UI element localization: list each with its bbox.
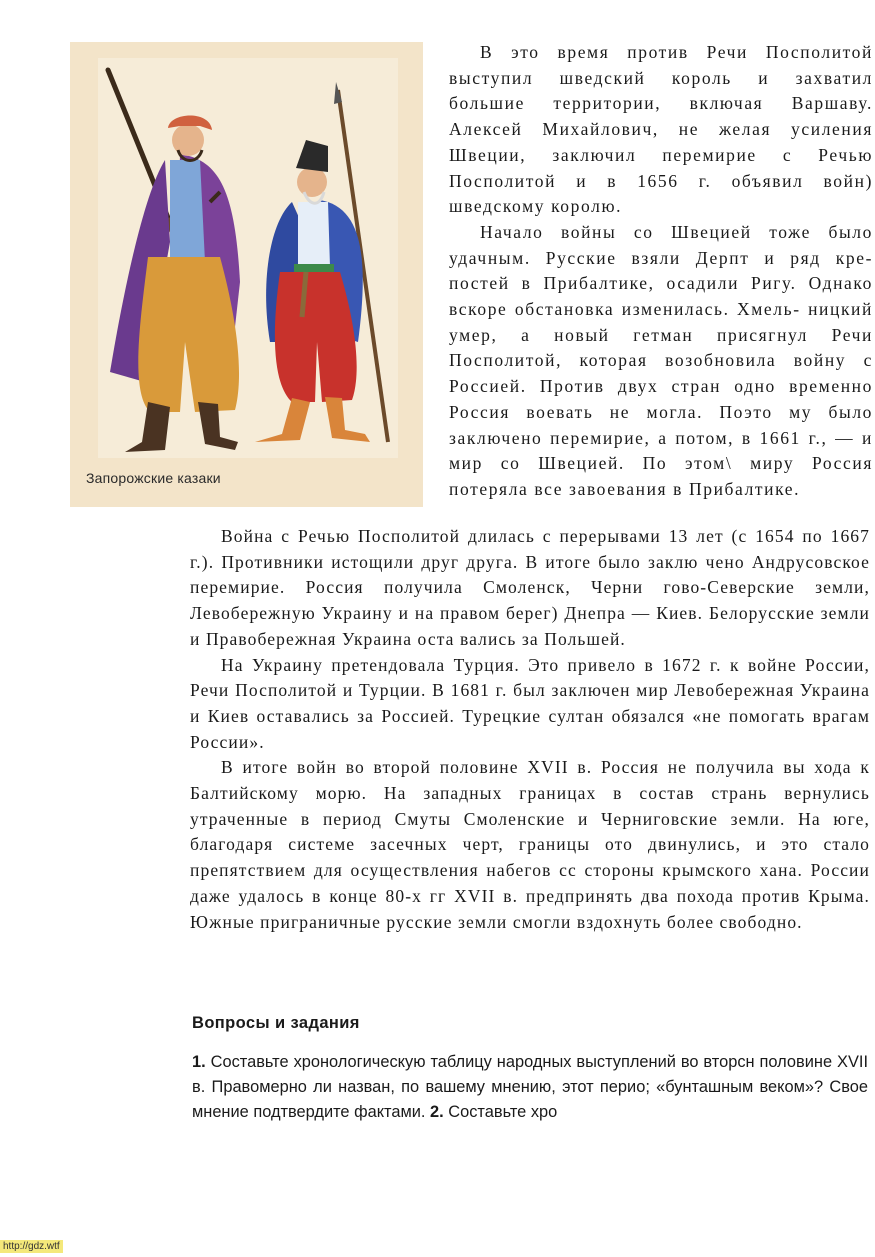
questions-text [192, 1050, 868, 1125]
paragraph: Война с Речью Посполитой длилась с перерывами 13 лет (с 1654 по 1667 г.). Противники истощили друг друга. В итоге было заклю чено Андрусовское перемирие. Россия получила Смоленск, Черни гово-Северские земли, Левобережную Украину и на правом берег) Днепра — Киев. Белорусские земли и Правобережная Украина оста вались за Польшей. [190, 526, 870, 649]
main-text [190, 524, 870, 935]
wrapped-text-column [449, 40, 873, 503]
watermark-link[interactable]: http://gdz.wtf [0, 1240, 63, 1253]
paragraph: Начало войны со Швецией тоже было удачным. Русские взяли Дерпт и ряд кре- постей в Прибалтике, осадили Ригу. Однако вскоре обстановка изменилась. Хмель- ницкий умер, а новый гетман присягнул Речи Посполитой, которая возобновила войну с Россией. Против двух стран одно временно Россия воевать не могла. Поэто му было заключено перемирие, а потом, в 1661 г., — и мир со Швецией. По этом\ миру Россия потеряла все завоевания в Прибалтике. [449, 221, 873, 499]
cossacks-drawing [70, 42, 423, 507]
figure-caption: Запорожские казаки [86, 470, 221, 486]
questions-heading: Вопросы и задания [192, 1014, 360, 1032]
paragraph: В итоге войн во второй половине XVII в. Россия не получила вы хода к Балтийскому морю. На западных границах в состав странь вернулись утраченные в период Смуты Смоленские и Черниговские земли. На юге, благодаря системе засечных черт, границы ото двинулись, и это стало препятствием для осуществления набегов сс стороны крымского хана. России даже удалось в конце 80-х гг XVII в. предпринять два похода против Крыма. Южные приграничные русские земли смогли вздохнуть более свободно. [190, 757, 870, 932]
question-number: 2. [430, 1103, 444, 1121]
paragraph: На Украину претендовала Турция. Это привело в 1672 г. к войне России, Речи Посполитой и Турции. В 1681 г. был заключен мир Левобережная Украина и Киев оставались за Россией. Турецкие султан обязался «не помогать врагам России». [190, 654, 870, 752]
question-text: Составьте хронологическую таблицу народных выступлений во вторсн половине XVII в. Правомерно ли назван, по вашему мнению, этот перио; «бунташным веком»? Свое мнение подтвердите фактами. [192, 1053, 868, 1121]
question-text: Составьте хро [443, 1103, 558, 1121]
paragraph: В это время против Речи Посполитой выступил шведский король и захватил большие территории, включая Варшаву. Алексей Михайлович, не желая усиления Швеции, заключил перемирие с Речью Посполитой и в 1656 г. объявил войн) шведскому королю. [449, 42, 873, 217]
cossacks-illustration [70, 42, 423, 507]
question-number: 1. [192, 1053, 206, 1071]
